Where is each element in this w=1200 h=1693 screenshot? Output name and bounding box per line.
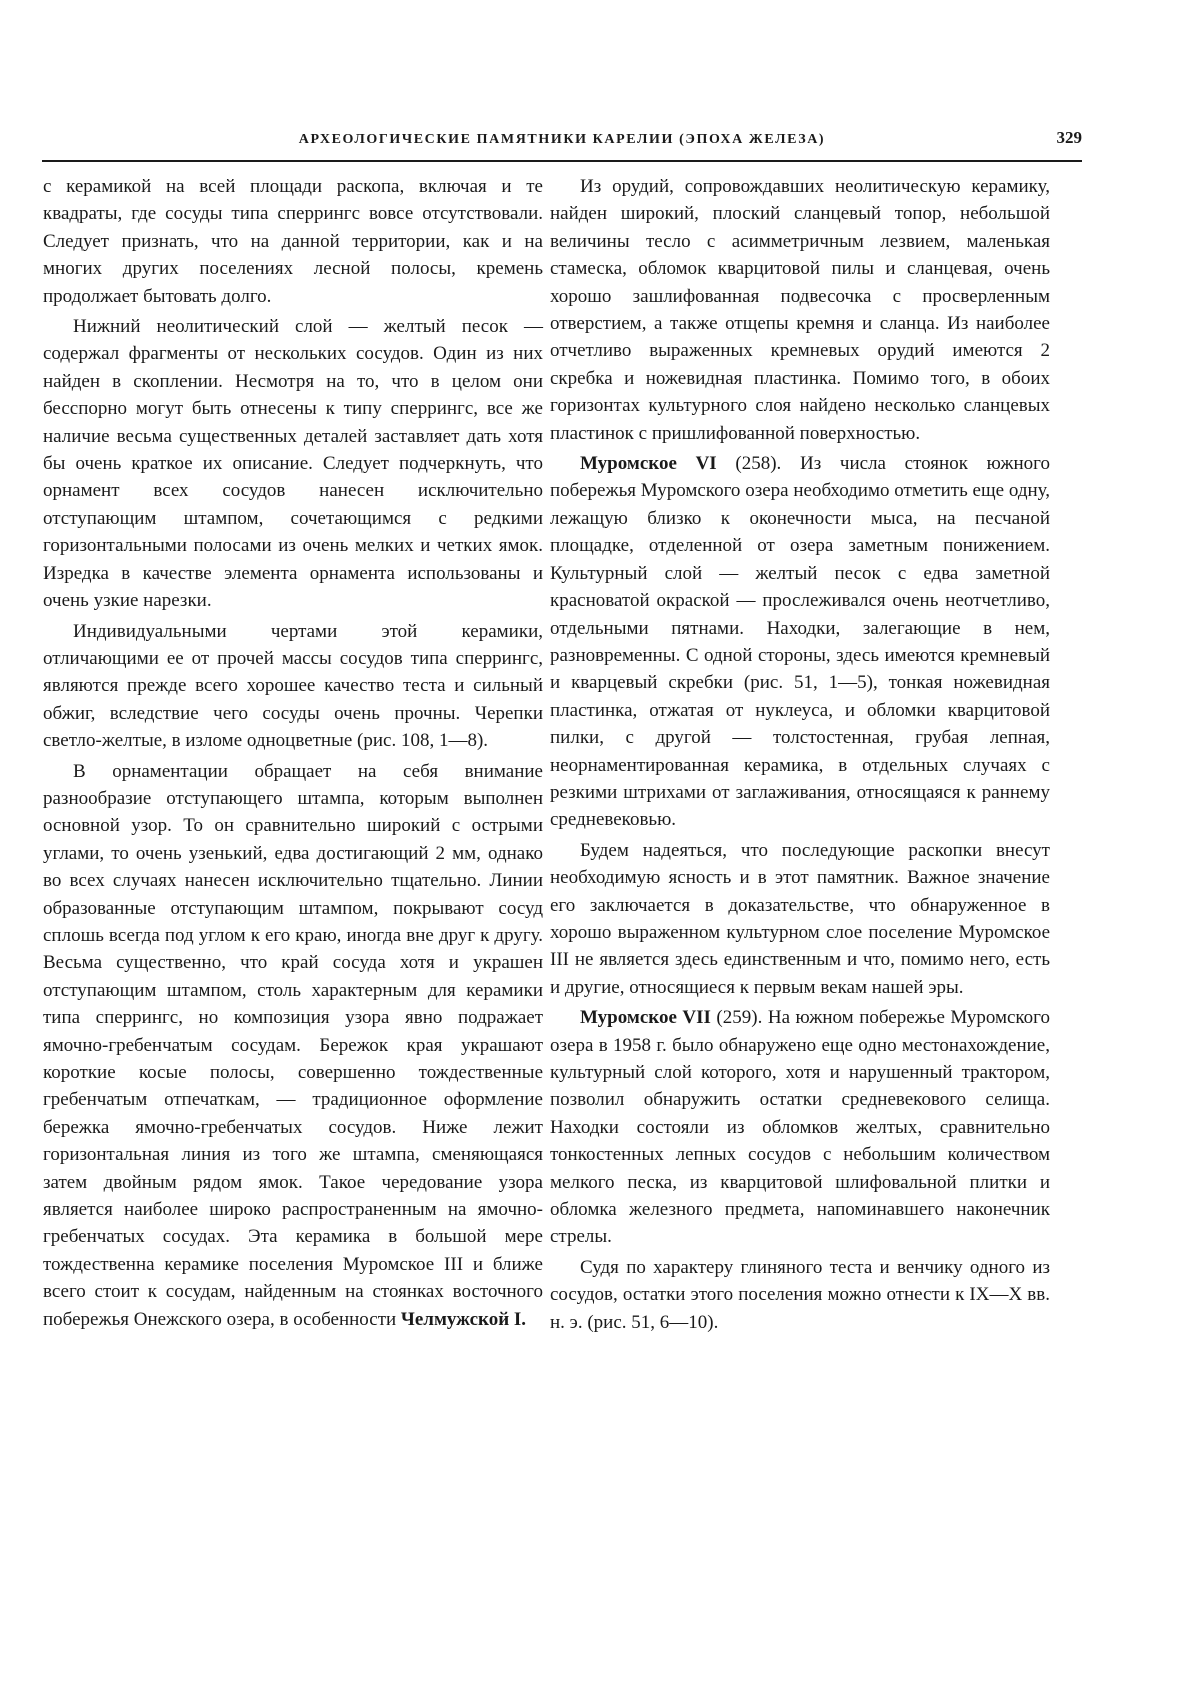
paragraph-site-vii	[550, 1004, 1050, 1251]
paragraph: Индивидуальными чертами этой керамики, отличающими ее от прочей массы сосудов типа сперрингс, являются прежде всего хорошее качество теста и сильный обжиг, вследствие чего сосуды очень прочны. Черепки светло-желтые, в изломе одноцветные (рис. 108, 1—8).	[43, 620, 543, 752]
paragraph: Будем надеяться, что последующие раскопки внесут необходимую ясность и в этот памятник. Важное значение его заключается в доказательстве, что обнаруженное в хорошо выраженном культурном слое поселение Муромское III не является здесь единственным и что, помимо него, есть и другие, относящиеся к первым векам нашей эры.	[550, 839, 1050, 998]
paragraph-text: В орнаментации обращает на себя внимание разнообразие отступающего штампа, которым выполнен основной узор. То он сравнительно широкий с острыми углами, то очень узенький, едва достигающий 2 мм, однако во всех случаях нанесен исключительно тщательно. Линии образованные отступающим штампом, покрывают сосуд сплошь всегда под углом к его краю, иногда вне друг к другу. Весьма существенно, что край сосуда хотя и украшен отступающим штампом, столь характерным для керамики типа сперрингс, но композиция узора явно подражает ямочно-гребенчатым сосудам. Бережок края украшают короткие косые полосы, совершенно тождественные гребенчатым отпечаткам, — традиционное оформление бережка ямочно-гребенчатых сосудов. Ниже лежит горизонтальная линия из того же штампа, сменяющаяся затем двойным рядом ямок. Такое чередование узора является наиболее широко распространенным на ямочно-гребенчатых сосудах. Эта керамика в большой мере тождественна керамике поселения Муромское III и ближе всего стоит к сосудам, найденным на стоянках восточного побережья Онежского озера, в особенности	[43, 760, 543, 1330]
paragraph-text: (258). Из числа стоянок южного побережья Муромского озера необходимо отметить еще одну, лежащую близко к оконечности мыса, на песчаной площадке, отделенной от озера заметным понижением. Культурный слой — желтый песок с едва заметной красноватой окраской — прослеживался очень неотчетливо, отдельными пятнами. Находки, залегающие в нем, разновременны. С одной стороны, здесь имеются кремневый и кварцевый скребки (рис. 51, 1—5), тонкая ножевидная пластинка, отжатая от нуклеуса, и обломки кварцитовой пилки, с другой — толстостенная, грубая лепная, неорнаментированная керамика, в отдельных случаях с резкими штрихами от заглаживания, относящаяся к раннему средневековью.	[550, 453, 1050, 831]
paragraph: с керамикой на всей площади раскопа, включая и те квадраты, где сосуды типа сперрингс вовсе отсутствовали. Следует признать, что на данной территории, как и на многих других поселениях лесной полосы, кремень продолжает бытовать долго.	[43, 176, 543, 307]
paragraph-site-vi	[550, 450, 1050, 834]
paragraph: Нижний неолитический слой — желтый песок — содержал фрагменты от нескольких сосудов. Один из них найден в скоплении. Несмотря на то, что в целом они бесспорно могут быть отнесены к типу сперрингс, все же наличие весьма существенных деталей заставляет дать хотя бы очень краткое их описание. Следует подчеркнуть, что орнамент всех сосудов нанесен исключительно отступающим штампом, сочетающимся с редкими горизонтальными полосами из очень мелких и четких ямок. Изредка в качестве элемента орнамента использованы и очень узкие нарезки.	[43, 316, 543, 612]
page-number: 329	[1056, 128, 1082, 147]
site-reference: Челмужской I.	[400, 1308, 527, 1330]
left-column	[43, 173, 543, 1336]
running-title: АРХЕОЛОГИЧЕСКИЕ ПАМЯТНИКИ КАРЕЛИИ (ЭПОХА ЖЕЛЕЗА)	[298, 132, 826, 147]
paragraph-text: (259). На южном побережье Муромского озера в 1958 г. было обнаружено еще одно местонахождение, культурный слой которого, хотя и нарушенный трактором, позволил обнаружить остатки средневекового селища. Находки состояли из обломков желтых, сравнительно тонкостенных лепных сосудов с небольшим количеством мелкого песка, из кварцитовой шлифовальной плитки и обломка железного предмета, напоминавшего наконечник стрелы.	[550, 1007, 1051, 1248]
paragraph	[43, 758, 543, 1334]
site-name: Муромское VI	[580, 453, 717, 475]
right-column	[550, 173, 1050, 1339]
paragraph: Судя по характеру глиняного теста и венчику одного из сосудов, остатки этого поселения можно отнести к IX—X вв. н. э. (рис. 51, 6—10).	[550, 1256, 1050, 1333]
site-name: Муромское VII	[580, 1007, 711, 1029]
page-header	[42, 120, 1082, 162]
paragraph: Из орудий, сопровождавших неолитическую керамику, найден широкий, плоский сланцевый топор, небольшой величины тесло с асимметричным лезвием, маленькая стамеска, обломок кварцитовой пилы и сланцевая, очень хорошо зашлифованная подвесочка с просверленным отверстием, а также отщепы кремня и сланца. Из наиболее отчетливо выраженных кремневых орудий имеются 2 скребка и ножевидная пластинка. Помимо того, в обоих горизонтах культурного слоя найдено несколько сланцевых пластинок с пришлифованной поверхностью.	[550, 176, 1050, 444]
